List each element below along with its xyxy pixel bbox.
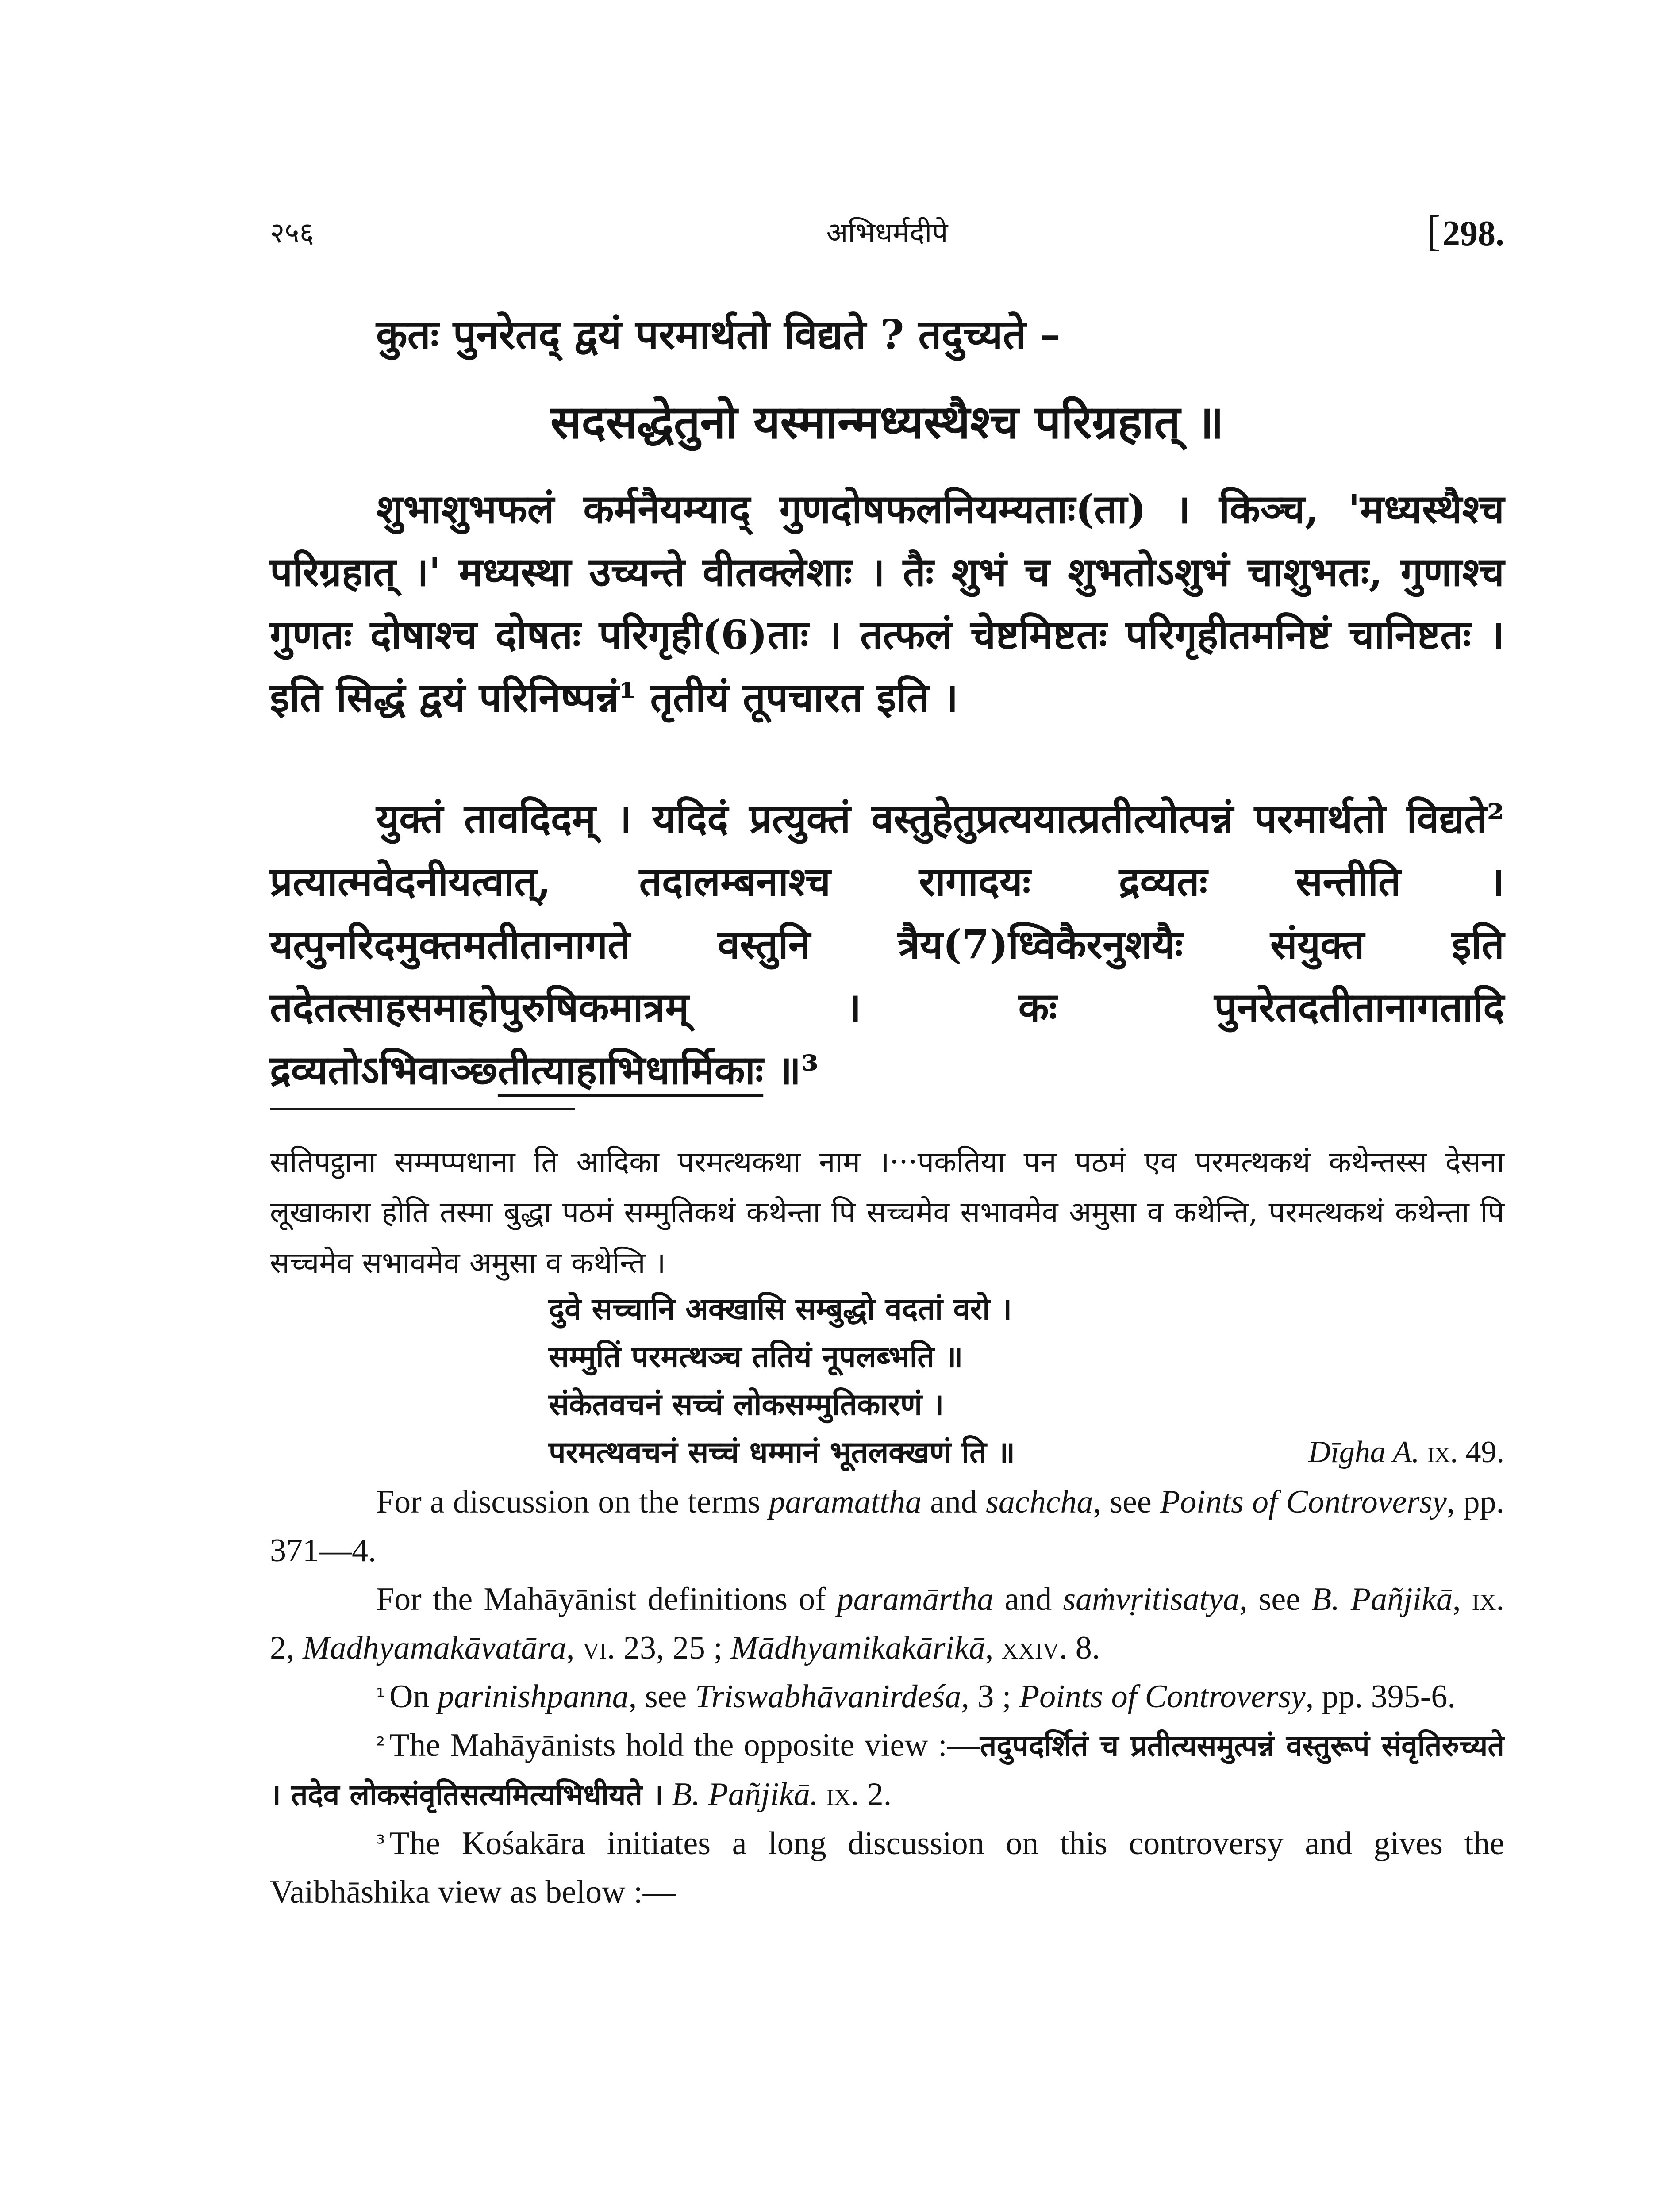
footnote-ref-3: ॥³ <box>763 1047 819 1094</box>
gatha-verse <box>549 1285 1504 1476</box>
gatha-line: सम्मुतिं परमत्थञ्च ततियं नूपलब्भति ॥ <box>549 1339 963 1375</box>
footnote-divider <box>270 1108 575 1110</box>
page-number-devanagari: २५६ <box>270 217 314 250</box>
bracket-icon: [ <box>1426 207 1441 254</box>
english-footnotes <box>270 1478 1504 1916</box>
kosha-paragraph-1 <box>270 2208 1504 2212</box>
footnote-2: $^{^2}$ The Mahāyānists hold the opposite view :—तदुपदर्शितं च प्रतीत्यसमुत्पन्नं वस्तुरूपं संवृतिरुच्यते । तदेव लोकसंवृतिसत्यमित्यभिधीयते । B. Pañjikā. ix. 2. <box>270 1727 1504 1813</box>
intro-question: कुतः पुनरेतद् द्वयं परमार्थतो विद्यते ? तदुच्यते – <box>376 311 1061 358</box>
abhidharmika-underlined: तीत्याहाभिधार्मिकाः <box>497 1047 764 1094</box>
paragraph-2-text: युक्तं तावदिदम् । यदिदं प्रत्युक्तं वस्तुहेतुप्रत्ययात्प्रतीत्योत्पन्नं परमार्थतो विद्यते² प्रत्यात्मवेदनीयत्वात्, तदालम्बनाश्च रागादयः द्रव्यतः सन्तीति । यत्पुनरिदमुक्तमतीतानागते वस्तुनि त्रैय(7)ध्विकैरनुशयैः संयुक्त इति तदेतत्साहसमाहोपुरुषिकमात्रम् । कः पुनरेतदतीतानागतादि द्रव्यतोऽभिवाञ्छ् <box>270 795 1504 1094</box>
note-mahayanist-definitions: For the Mahāyānist definitions of paramārtha and saṁvṛitisatya, see B. Pañjikā, ix. 2, Madhyamakāvatāra, vi. 23, 25 ; Mādhyamikakārikā, xxiv. 8. <box>270 1581 1504 1666</box>
gatha-line: दुवे सच्चानि अक्खासि सम्बुद्धो वदतां वरो । <box>549 1291 1012 1327</box>
page-number-arabic: [298. <box>1426 207 1504 254</box>
kosha-passage <box>270 2208 1504 2212</box>
karika-verse: सदसद्धेतुनो यस्मान्मध्यस्थैश्च परिग्रहात् ॥ <box>550 395 1224 449</box>
gatha-reference: Dīgha A. ix. 49. <box>1308 1435 1504 1469</box>
running-title: अभिधर्मदीपे <box>826 217 948 250</box>
commentary-paragraph-1: शुभाशुभफलं कर्मनैयम्याद् गुणदोषफलनियम्यताः(ता) । किञ्च, 'मध्यस्थैश्च परिग्रहात् ।' मध्यस्था उच्यन्ते वीतक्लेशाः । तैः शुभं च शुभतोऽशुभं चाशुभतः, गुणाश्च गुणतः दोषाश्च दोषतः परिगृही(6)ताः । तत्फलं चेष्टमिष्टतः परिगृहीतमनिष्टं चानिष्टतः । इति सिद्धं द्वयं परिनिष्पन्नं¹ तृतीयं तूपचारत इति । <box>270 486 1504 721</box>
gatha-line: संकेतवचनं सच्चं लोकसम्मुतिकारणं । <box>549 1387 944 1422</box>
note-paramattha: For a discussion on the terms paramattha and sachcha, see Points of Controversy, pp. 371—4. <box>270 1484 1504 1569</box>
footnote-3: $^{^3}$ The Kośakāra initiates a long discussion on this controversy and gives the Vaibhāshika view as below :— <box>270 1825 1504 1910</box>
commentary-paragraph-2 <box>270 787 1504 1102</box>
page-header <box>270 207 1504 265</box>
gatha-line: परमत्थवचनं सच्चं धम्मानं भूतलक्खणं ति ॥ <box>549 1435 1015 1470</box>
footnote-1: $^{^1}$ On parinishpanna, see Triswabhāvanirdeśa, 3 ; Points of Controversy, pp. 395-6. <box>376 1678 1456 1715</box>
footnote-pali-quote: सतिपट्ठाना सम्मप्पधाना ति आदिका परमत्थकथा नाम ।···पकतिया पन पठमं एव परमत्थकथं कथेन्तस्स देसना लूखाकारा होति तस्मा बुद्धा पठमं सम्मुतिकथं कथेन्ता पि सच्चमेव सभावमेव अमुसा व कथेन्ति, परमत्थकथं कथेन्ता पि सच्चमेव सभावमेव अमुसा व कथेन्ति । <box>270 1145 1504 1280</box>
